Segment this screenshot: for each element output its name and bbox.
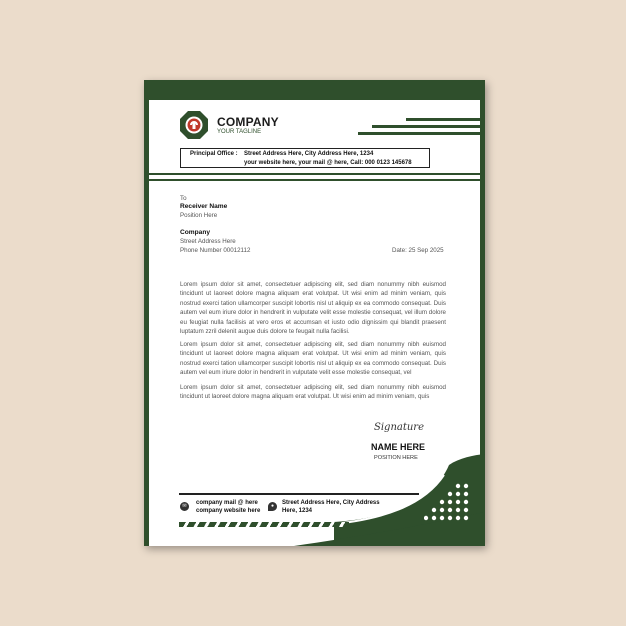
recipient-company: Company — [180, 229, 211, 236]
dot-pattern-decoration — [424, 482, 474, 522]
receiver-position: Position Here — [180, 212, 218, 219]
footer-mail: company mail @ here — [196, 500, 258, 506]
location-pin-icon: ● — [268, 502, 277, 511]
signatory-position: POSITION HERE — [374, 455, 418, 461]
recipient-phone: Phone Number 00012112 — [180, 247, 251, 254]
letter-date: Date: 25 Sep 2025 — [392, 247, 444, 254]
principal-office-label: Principal Office : — [190, 151, 238, 157]
receiver-name: Receiver Name — [180, 203, 228, 210]
body-paragraph: Lorem ipsum dolor sit amet, consectetuer adipiscing elit, sed diam nonummy nibh euismod tincidunt ut laoreet dolore magna aliquam erat volutpat. Ut wisi enim ad minim veniam, quis nostrud exerci tation ullamcorper suscipit lobortis nisl ut aliquip ex ea commodo consequat. Duis autem vel eum iriure dolor in hendrerit in vulputate velit esse molestie consequat, vel illum dolore eu feugiat nulla facilisis at vero eros et accumsan et iusto odio dignissim qui blandit praesent luptatum zzril delenit augue duis dolore te feugait nulla facilisi. — [180, 281, 446, 336]
footer-website: company website here — [196, 508, 261, 514]
footer-wave-decoration — [144, 80, 485, 546]
body-paragraph: Lorem ipsum dolor sit amet, consectetuer adipiscing elit, sed diam nonummy nibh euismod tincidunt ut laoreet dolore magna aliquam erat volutpat. Ut wisi enim ad minim veniam, quis — [180, 384, 446, 401]
signatory-name: NAME HERE — [371, 442, 426, 452]
footer-address-line-2: Here, 1234 — [282, 508, 313, 514]
footer-address-line-1: Street Address Here, City Address — [282, 500, 380, 506]
mail-icon: ✉ — [180, 502, 189, 511]
footer-hatch-stripe — [179, 522, 349, 527]
footer-divider — [179, 493, 419, 495]
address-line-1: Street Address Here, City Address Here, 1234 — [244, 151, 374, 157]
address-line-2: your website here, your mail @ here, Call: 000 0123 145678 — [244, 160, 412, 166]
letterhead-sheet — [144, 80, 485, 546]
body-paragraph: Lorem ipsum dolor sit amet, consectetuer adipiscing elit, sed diam nonummy nibh euismod tincidunt ut laoreet dolore magna aliquam erat volutpat. Ut wisi enim ad minim veniam, quis nostrud exerci tation ullamcorper suscipit lobortis nisl ut aliquip ex ea commodo consequat. Duis autem vel eum iriure dolor in hendrerit in vulputate velit esse molestie consequat, vel — [180, 341, 446, 377]
signature-script: Signature — [374, 422, 425, 433]
company-name: COMPANY — [217, 115, 279, 129]
company-tagline: YOUR TAGLINE — [217, 129, 262, 135]
to-label: To — [180, 195, 187, 202]
recipient-street: Street Address Here — [180, 238, 236, 245]
